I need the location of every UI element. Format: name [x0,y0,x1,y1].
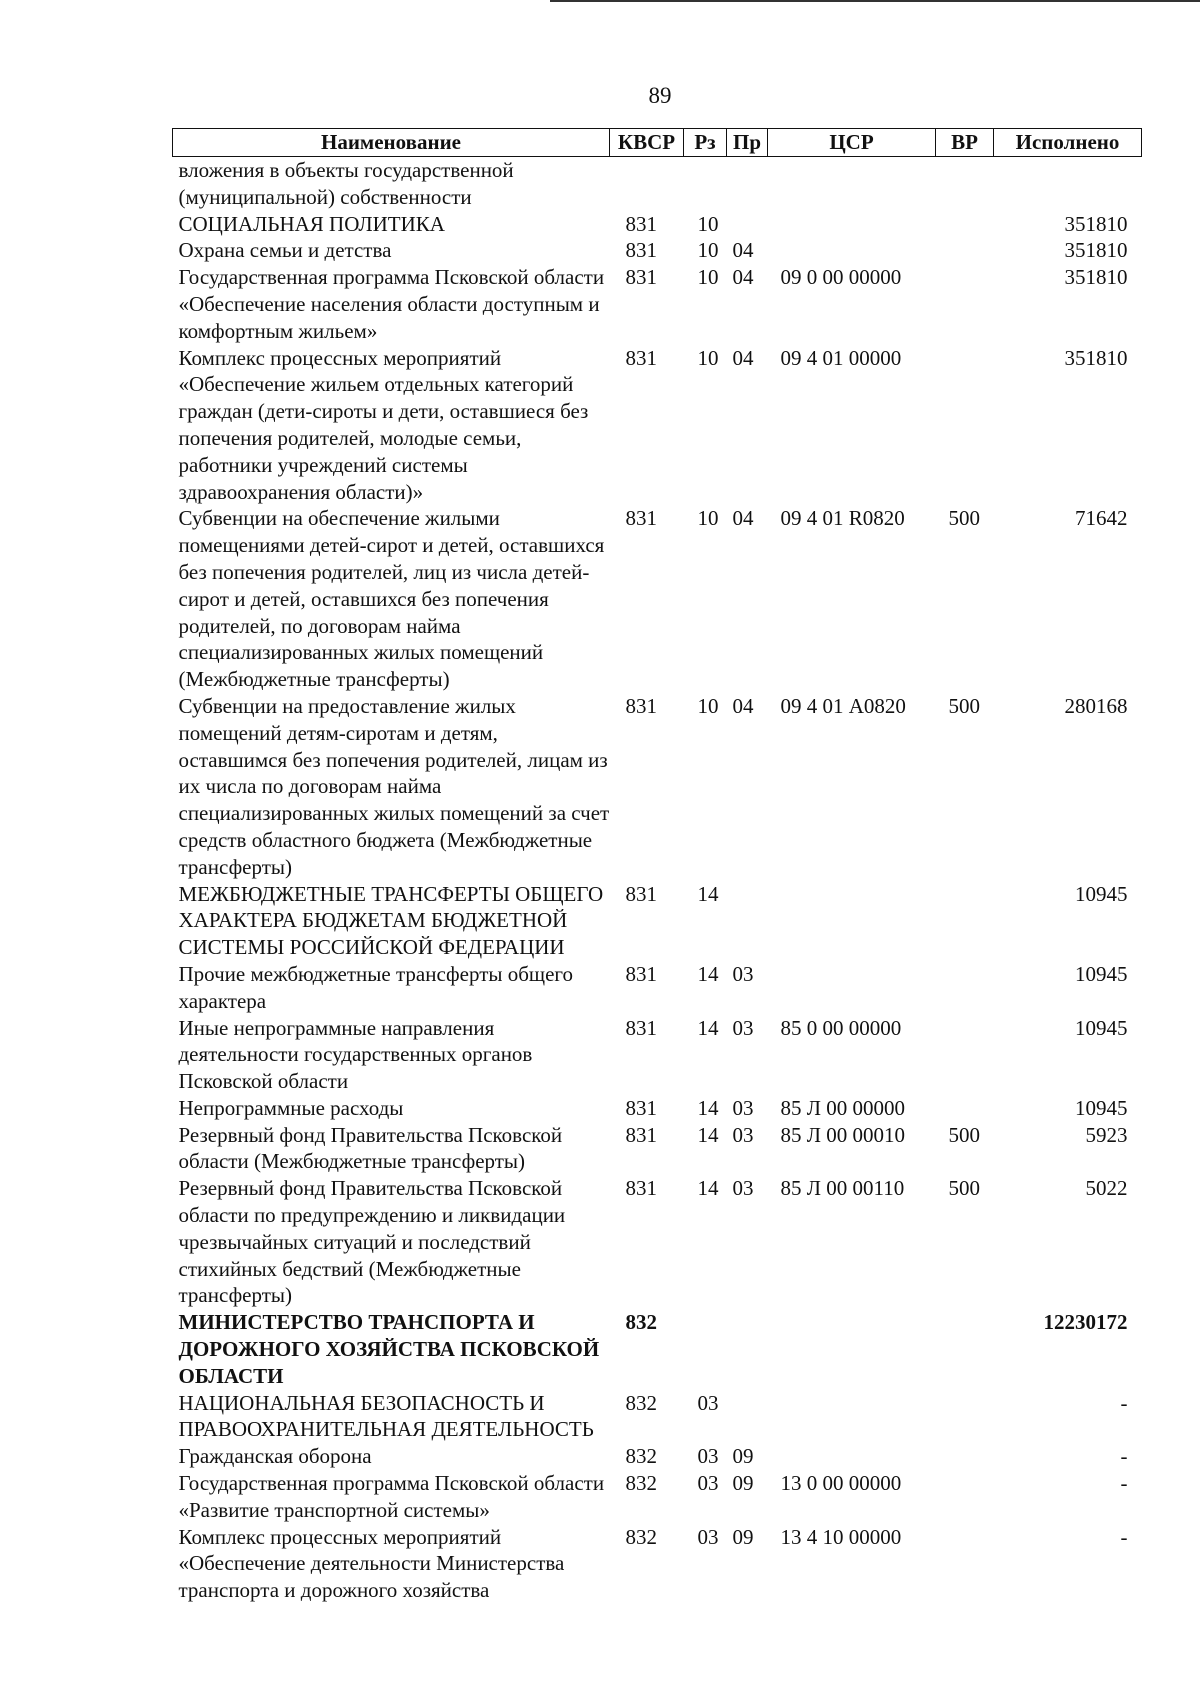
pr-cell: 03 [732,1176,754,1201]
pr-cell: 03 [732,1015,754,1040]
table-row [173,505,1142,693]
csr-cell: 13 0 00 00000 [780,1471,902,1496]
table-row [173,264,1142,344]
pr-cell [727,211,768,238]
table-row [173,1524,1142,1604]
kvsr-cell [610,157,684,211]
amount-cell: 10945 [1075,961,1128,986]
name-cell: Охрана семьи и детства [178,238,392,263]
amount-cell [994,157,1142,211]
name-cell: вложения в объекты государственной (муниципальной) собственности [178,158,514,209]
csr-cell [768,1390,936,1444]
rz-cell: 14 [697,1122,719,1147]
name-cell: Непрограммные расходы [178,1095,404,1120]
csr-cell [768,211,936,238]
kvsr-cell: 831 [625,1122,657,1147]
kvsr-cell: 831 [625,693,657,718]
vr-cell [936,1470,994,1524]
table-row [173,693,1142,881]
amount-cell: 71642 [1075,506,1128,531]
vr-cell [936,1443,994,1470]
rz-cell: 14 [697,1015,719,1040]
name-cell: Гражданская оборона [178,1444,372,1469]
vr-cell: 500 [948,506,980,531]
table-row [173,961,1142,1015]
csr-cell: 85 Л 00 00110 [780,1176,905,1201]
amount-cell: 351810 [1064,265,1128,290]
csr-cell: 09 4 01 00000 [780,345,902,370]
kvsr-cell: 832 [625,1524,657,1549]
budget-table [172,128,1142,1604]
rz-cell: 14 [697,961,719,986]
amount-cell: - [1120,1390,1128,1415]
rz-cell: 10 [697,506,719,531]
table-row [173,1015,1142,1095]
table-row [173,1309,1142,1389]
table-row [173,1175,1142,1309]
kvsr-cell: 831 [625,961,657,986]
amount-cell: 10945 [1075,1015,1128,1040]
amount-cell: 5022 [1085,1176,1128,1201]
header-amount: Исполнено [994,129,1142,157]
rz-cell: 10 [697,238,719,263]
amount-cell: 10945 [1075,881,1128,906]
rz-cell: 03 [697,1524,719,1549]
name-cell: Комплекс процессных мероприятий «Обеспечение жильем отдельных категорий граждан (дети-сироты и дети, оставшиеся без попечения родителей, молодые семьи, работники учреждений системы здравоохранения области)» [178,345,589,504]
pr-cell [727,157,768,211]
amount-cell: 351810 [1064,238,1128,263]
table-row [173,237,1142,264]
csr-cell [768,157,936,211]
csr-cell [768,1443,936,1470]
page-number: 89 [648,83,672,108]
rz-cell [684,1309,727,1389]
kvsr-cell: 832 [625,1444,657,1469]
pr-cell [727,881,768,961]
rz-cell: 10 [697,345,719,370]
kvsr-cell: 831 [625,1015,657,1040]
amount-cell: - [1120,1471,1128,1496]
table-row [173,1470,1142,1524]
pr-cell: 04 [732,345,754,370]
vr-cell [936,1309,994,1389]
rz-cell: 03 [697,1390,719,1415]
rz-cell: 14 [697,1095,719,1120]
kvsr-cell: 831 [625,238,657,263]
rz-cell: 14 [697,881,719,906]
pr-cell [727,1390,768,1444]
vr-cell [936,157,994,211]
table-row [173,211,1142,238]
name-cell: Комплекс процессных мероприятий «Обеспечение деятельности Министерства транспорта и дорожного хозяйства [178,1524,565,1603]
pr-cell: 04 [732,265,754,290]
table-row [173,157,1142,211]
vr-cell [936,1390,994,1444]
pr-cell: 03 [732,1122,754,1147]
name-cell: СОЦИАЛЬНАЯ ПОЛИТИКА [178,211,445,236]
name-cell: МИНИСТЕРСТВО ТРАНСПОРТА И ДОРОЖНОГО ХОЗЯЙСТВА ПСКОВСКОЙ ОБЛАСТИ [178,1310,600,1388]
name-cell: НАЦИОНАЛЬНАЯ БЕЗОПАСНОСТЬ И ПРАВООХРАНИТЕЛЬНАЯ ДЕЯТЕЛЬНОСТЬ [178,1390,594,1442]
table-row [173,1443,1142,1470]
name-cell: МЕЖБЮДЖЕТНЫЕ ТРАНСФЕРТЫ ОБЩЕГО ХАРАКТЕРА БЮДЖЕТАМ БЮДЖЕТНОЙ СИСТЕМЫ РОССИЙСКОЙ ФЕДЕРАЦИИ [178,881,604,960]
pr-cell: 04 [732,693,754,718]
amount-cell: 351810 [1064,211,1128,236]
table-row [173,1095,1142,1122]
rz-cell: 03 [697,1444,719,1469]
rz-cell: 10 [697,693,719,718]
kvsr-cell: 831 [625,265,657,290]
pr-cell: 04 [732,238,754,263]
table-row [173,1122,1142,1176]
csr-cell [768,961,936,1015]
table-body [173,157,1142,1605]
amount-cell: 351810 [1064,345,1128,370]
vr-cell [936,961,994,1015]
header-kvsr: КВСР [610,129,684,157]
name-cell: Иные непрограммные направления деятельности государственных органов Псковской области [178,1015,533,1094]
vr-cell [936,1015,994,1095]
table-header-row [173,129,1142,157]
kvsr-cell: 832 [625,1390,657,1415]
csr-cell: 85 Л 00 00010 [780,1122,905,1147]
amount-cell: 10945 [1075,1095,1128,1120]
vr-cell [936,237,994,264]
csr-cell: 09 0 00 00000 [780,265,902,290]
vr-cell: 500 [948,1122,980,1147]
csr-cell [768,237,936,264]
rz-cell: 03 [697,1471,719,1496]
amount-cell: 280168 [1064,693,1128,718]
rz-cell: 14 [697,1176,719,1201]
vr-cell [936,264,994,344]
csr-cell: 09 4 01 R0820 [780,506,905,531]
header-vr: ВР [936,129,994,157]
pr-cell: 09 [732,1444,754,1469]
csr-cell [768,1309,936,1389]
csr-cell: 09 4 01 А0820 [780,693,906,718]
header-csr: ЦСР [768,129,936,157]
kvsr-cell: 832 [625,1310,657,1335]
header-pr: Пр [727,129,768,157]
pr-cell [727,1309,768,1389]
vr-cell: 500 [948,693,980,718]
amount-cell: - [1120,1524,1128,1549]
vr-cell: 500 [948,1176,980,1201]
name-cell: Субвенции на предоставление жилых помещений детям-сиротам и детям, оставшимся без попечения родителей, лицам из их числа по договорам найма специализированных жилых помещений за счет средств областного бюджета (Межбюджетные трансферты) [178,693,610,879]
pr-cell: 03 [732,1095,754,1120]
vr-cell [936,1524,994,1604]
pr-cell: 04 [732,506,754,531]
table-row [173,1390,1142,1444]
csr-cell: 13 4 10 00000 [780,1524,902,1549]
vr-cell [936,1095,994,1122]
amount-cell: 12230172 [1043,1310,1128,1335]
name-cell: Государственная программа Псковской области «Обеспечение населения области доступным и комфортным жильем» [178,265,605,343]
pr-cell: 03 [732,961,754,986]
pr-cell: 09 [732,1471,754,1496]
top-edge-line [550,0,1200,2]
name-cell: Субвенции на обеспечение жилыми помещениями детей-сирот и детей, оставшихся без попечения родителей, лиц из числа детей-сирот и детей, оставшихся без попечения родителей, по договорам найма специализированных жилых помещений (Межбюджетные трансферты) [178,506,605,692]
vr-cell [936,211,994,238]
vr-cell [936,881,994,961]
kvsr-cell: 831 [625,506,657,531]
rz-cell [684,157,727,211]
name-cell: Государственная программа Псковской области «Развитие транспортной системы» [178,1471,605,1522]
amount-cell: 5923 [1085,1122,1128,1147]
rz-cell: 10 [697,211,719,236]
header-name: Наименование [173,129,610,157]
kvsr-cell: 831 [625,211,657,236]
amount-cell: - [1120,1444,1128,1469]
csr-cell: 85 0 00 00000 [780,1015,902,1040]
name-cell: Резервный фонд Правительства Псковской области по предупреждению и ликвидации чрезвычайных ситуаций и последствий стихийных бедствий (Межбюджетные трансферты) [178,1176,566,1308]
rz-cell: 10 [697,265,719,290]
csr-cell [768,881,936,961]
header-rz: Рз [684,129,727,157]
kvsr-cell: 831 [625,881,657,906]
name-cell: Прочие межбюджетные трансферты общего характера [178,961,573,1013]
kvsr-cell: 831 [625,1095,657,1120]
csr-cell: 85 Л 00 00000 [780,1095,905,1120]
table-row [173,881,1142,961]
kvsr-cell: 831 [625,1176,657,1201]
table-row [173,345,1142,506]
name-cell: Резервный фонд Правительства Псковской области (Межбюджетные трансферты) [178,1122,563,1174]
vr-cell [936,345,994,506]
pr-cell: 09 [732,1524,754,1549]
kvsr-cell: 832 [625,1471,657,1496]
kvsr-cell: 831 [625,345,657,370]
